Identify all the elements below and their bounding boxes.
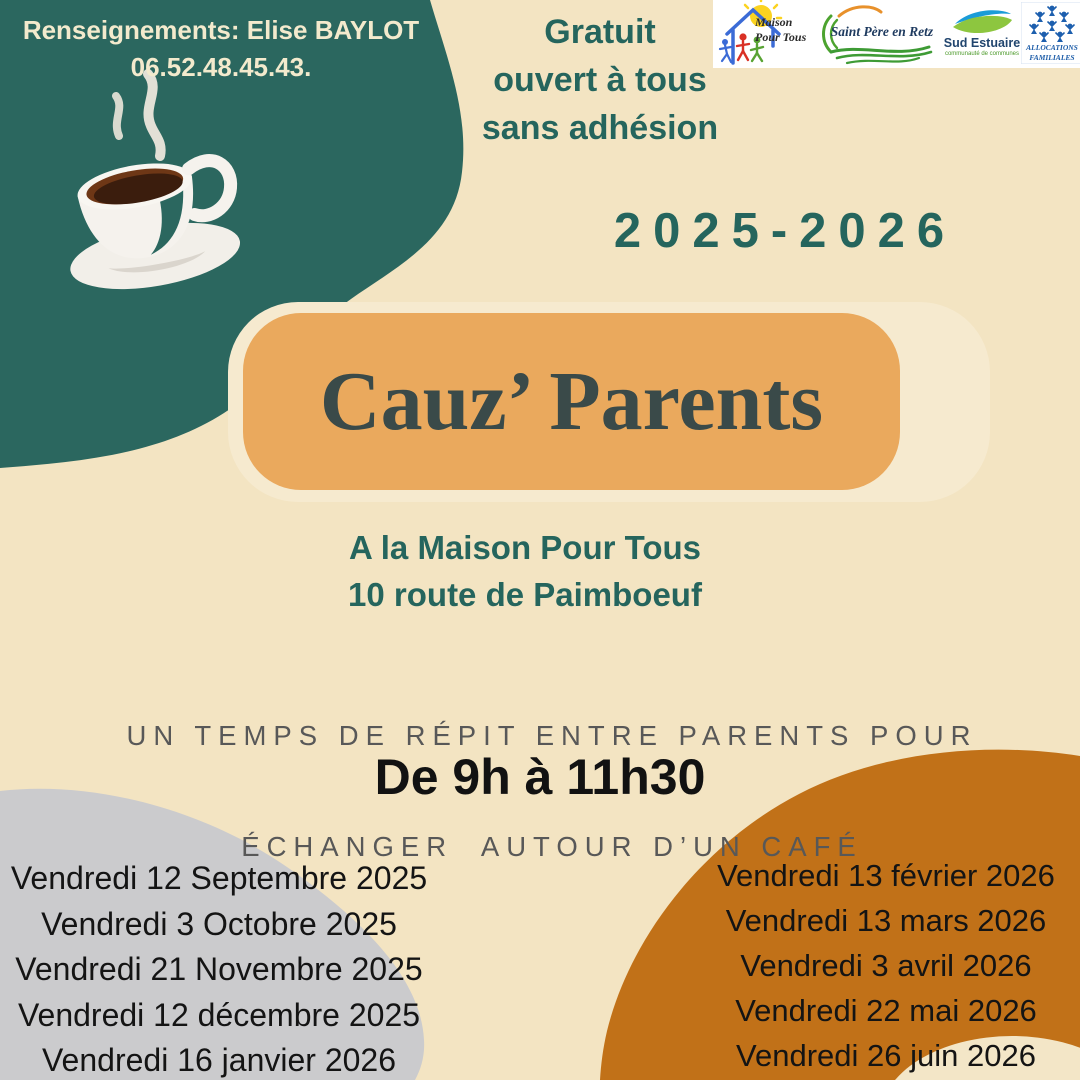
steam-icon bbox=[148, 74, 161, 156]
steam-icon bbox=[116, 96, 119, 136]
date-item: Vendredi 26 juin 2026 bbox=[736, 1038, 1036, 1073]
cup-handle bbox=[186, 157, 236, 217]
date-item: Vendredi 12 Septembre 2025 bbox=[10, 860, 428, 896]
logo-sud-estuaire bbox=[943, 0, 1021, 68]
venue-name: A la Maison Pour Tous bbox=[348, 529, 702, 566]
free-badge bbox=[482, 8, 718, 152]
badge-line3: sans adhésion bbox=[481, 109, 719, 147]
mpt-label-line1: Maison bbox=[755, 15, 793, 29]
date-item: Vendredi 21 Novembre 2025 bbox=[15, 951, 423, 987]
contact-phone: 06.52.48.45.43. bbox=[130, 52, 312, 82]
title-banner bbox=[243, 313, 900, 490]
spr-label: Saint Père en Retz bbox=[830, 24, 934, 39]
logo-allocations-familiales bbox=[1021, 2, 1080, 64]
dates-2025-list bbox=[0, 856, 438, 1080]
date-item: Vendredi 13 mars 2026 bbox=[725, 903, 1047, 938]
date-item: Vendredi 16 janvier 2026 bbox=[41, 1042, 397, 1078]
date-item: Vendredi 13 février 2026 bbox=[717, 858, 1055, 893]
logo-strip bbox=[713, 0, 1080, 68]
date-item: Vendredi 22 mai 2026 bbox=[735, 993, 1037, 1028]
badge-line2: ouvert à tous bbox=[493, 61, 707, 99]
date-item: Vendredi 3 avril 2026 bbox=[740, 948, 1032, 983]
date-item: Vendredi 3 Octobre 2025 bbox=[41, 905, 397, 942]
dates-2026-list bbox=[692, 853, 1080, 1078]
event-title: Cauz’ Parents bbox=[319, 355, 824, 448]
contact-name: Renseignements: Elise BAYLOT bbox=[22, 15, 420, 45]
mpt-label bbox=[755, 15, 815, 44]
logo-saint-pere-en-retz bbox=[813, 0, 943, 68]
date-item: Vendredi 12 décembre 2025 bbox=[17, 996, 421, 1033]
tagline-line1: UN TEMPS DE RÉPIT ENTRE PARENTS POUR bbox=[126, 720, 978, 751]
season-label: 2025-2026 bbox=[613, 204, 957, 258]
logo-maison-pour-tous bbox=[713, 0, 813, 68]
sud-estuaire-label: Sud Estuaire bbox=[943, 36, 1021, 50]
caf-label-line2: FAMILIALES bbox=[1029, 53, 1075, 62]
venue-address: 10 route de Paimboeuf bbox=[348, 576, 702, 613]
mpt-label-line2: Pour Tous bbox=[755, 30, 807, 44]
badge-line1: Gratuit bbox=[544, 13, 656, 51]
caf-label-line1: ALLOCATIONS bbox=[1026, 43, 1078, 52]
contact-info bbox=[23, 12, 419, 86]
sud-estuaire-leaf-icon bbox=[943, 0, 1021, 68]
time-label: De 9h à 11h30 bbox=[374, 749, 706, 805]
location-block bbox=[348, 524, 702, 618]
coffee-cup-illustration bbox=[30, 66, 255, 306]
tagline-line2: ÉCHANGER AUTOUR D’UN CAFÉ bbox=[241, 831, 863, 862]
sud-estuaire-sublabel: communauté de communes bbox=[944, 51, 1020, 57]
